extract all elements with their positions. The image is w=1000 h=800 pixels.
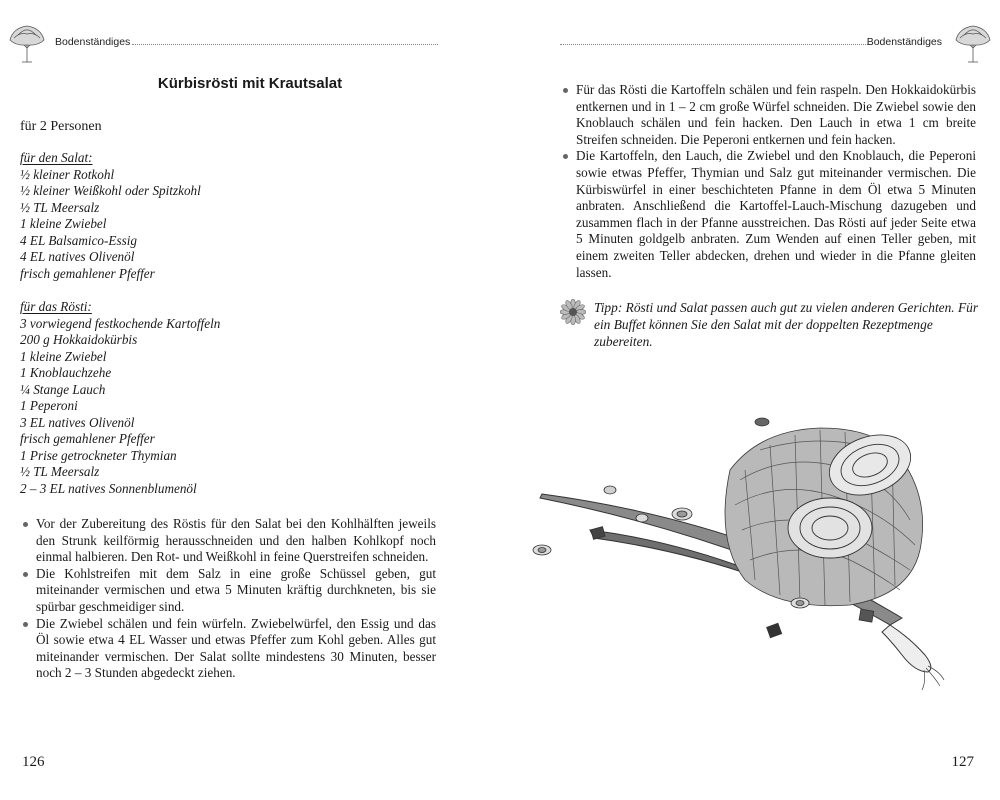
- ingredient: 200 g Hokkaidokürbis: [20, 332, 138, 347]
- recipe-title: Kürbisrösti mit Krautsalat: [157, 75, 343, 92]
- ingredient: ¼ Stange Lauch: [20, 381, 106, 397]
- ingredient: ½ TL Meersalz: [20, 464, 100, 479]
- ingredient: frisch gemahlener Pfeffer: [20, 265, 155, 281]
- ingredient: ½ TL Meersalz: [20, 199, 100, 215]
- servings: für 2 Personen: [20, 119, 102, 134]
- step-item: Die Kartoffeln, den Lauch, die Zwiebel und den Knoblauch, die Peperoni sowie etwas Pfeffer, Thymian und Salz gut miteinander vermischen. Die Kürbiswürfel in einer beschichteten Pfanne in dem Öl etwa 5 Minuten anbraten. Anschließend die Kartoffel-Lauch-Mischung dazugeben und zusammen flach in der Pfanne ausstreichen. Das Rösti auf jeder Seite etwa 5 Minuten goldgelb anbraten. Zum Wenden auf einen Teller geben, mit einem zweiten Teller abdecken, drehen und wieder in die Pfanne gleiten lassen.: [560, 148, 976, 281]
- salad-ingredients: [20, 150, 201, 282]
- roesti-heading: für das Rösti:: [20, 299, 92, 314]
- tree-icon: [950, 18, 996, 64]
- step-item: Die Zwiebel schälen und fein würfeln. Zwiebelwürfel, den Essig und das Öl sowie etwa 4 EL Wasser und etwas Pfeffer zum Kohl geben. Alles gut miteinander vermischen. Der Salat sollte mindestens 30 Minuten, besser noch 2 – 3 Stunden abgedeckt ziehen.: [20, 616, 436, 682]
- ingredient: 2 – 3 EL natives Sonnenblumenöl: [20, 480, 197, 496]
- step-item: Vor der Zubereitung des Röstis für den Salat bei den Kohlhälften jeweils den Strunk keilförmig herausschneiden und den halben Kohlkopf noch einmal halbieren. Den Rot- und Weißkohl in feine Querstreifen schneiden.: [20, 516, 436, 566]
- tip-text: Rösti und Salat passen auch gut zu vielen anderen Gerichten. Für ein Buffet können Sie den Salat mit der doppelten Rezeptmenge zubereiten.: [594, 300, 979, 349]
- tree-icon: [4, 18, 50, 64]
- ingredient: 1 kleine Zwiebel: [20, 216, 107, 231]
- ingredient: 4 EL Balsamico-Essig: [20, 232, 137, 248]
- ingredient: frisch gemahlener Pfeffer: [20, 431, 155, 446]
- page-number: 127: [951, 754, 974, 770]
- roesti-illustration: [530, 410, 990, 700]
- step-item: Die Kohlstreifen mit dem Salz in eine große Schüssel geben, gut miteinander vermischen und etwa 5 Minuten kräftig durchkneten, bis sie spürbar geschmeidiger sind.: [20, 566, 436, 616]
- ingredient: 1 kleine Zwiebel: [20, 348, 107, 364]
- tip-label: Tipp:: [594, 300, 623, 315]
- ingredient: 1 Prise getrockneter Thymian: [20, 447, 177, 463]
- right-page: [500, 0, 1000, 800]
- step-item: Für das Rösti die Kartoffeln schälen und fein raspeln. Den Hokkaidokürbis entkernen und in 1 – 2 cm große Würfel schneiden. Die Zwiebel sowie den Knoblauch schälen und fein hacken. Den Lauch in etwa 1 cm breite Streifen schneiden. Die Peperoni entkernen und fein hacken.: [560, 82, 976, 148]
- ingredient: 1 Knoblauchzehe: [20, 365, 112, 380]
- ingredient: ½ kleiner Weißkohl oder Spitzkohl: [20, 183, 201, 198]
- ingredient: ½ kleiner Rotkohl: [20, 166, 115, 182]
- page-number: 126: [22, 754, 45, 770]
- ingredient: 3 vorwiegend festkochende Kartoffeln: [20, 315, 221, 331]
- salad-heading: für den Salat:: [20, 150, 93, 165]
- dotted-rule: [560, 44, 870, 45]
- roesti-ingredients: [20, 299, 220, 497]
- tip-box: [562, 299, 980, 350]
- dotted-rule: [132, 44, 438, 45]
- roesti-steps: [560, 82, 976, 281]
- running-head: Bodenständiges: [866, 36, 942, 48]
- ingredient: 3 EL natives Olivenöl: [20, 414, 135, 430]
- ingredient: 1 Peperoni: [20, 398, 78, 413]
- salad-steps: [20, 516, 436, 682]
- running-head: Bodenständiges: [55, 36, 131, 48]
- ingredient: 4 EL natives Olivenöl: [20, 249, 135, 264]
